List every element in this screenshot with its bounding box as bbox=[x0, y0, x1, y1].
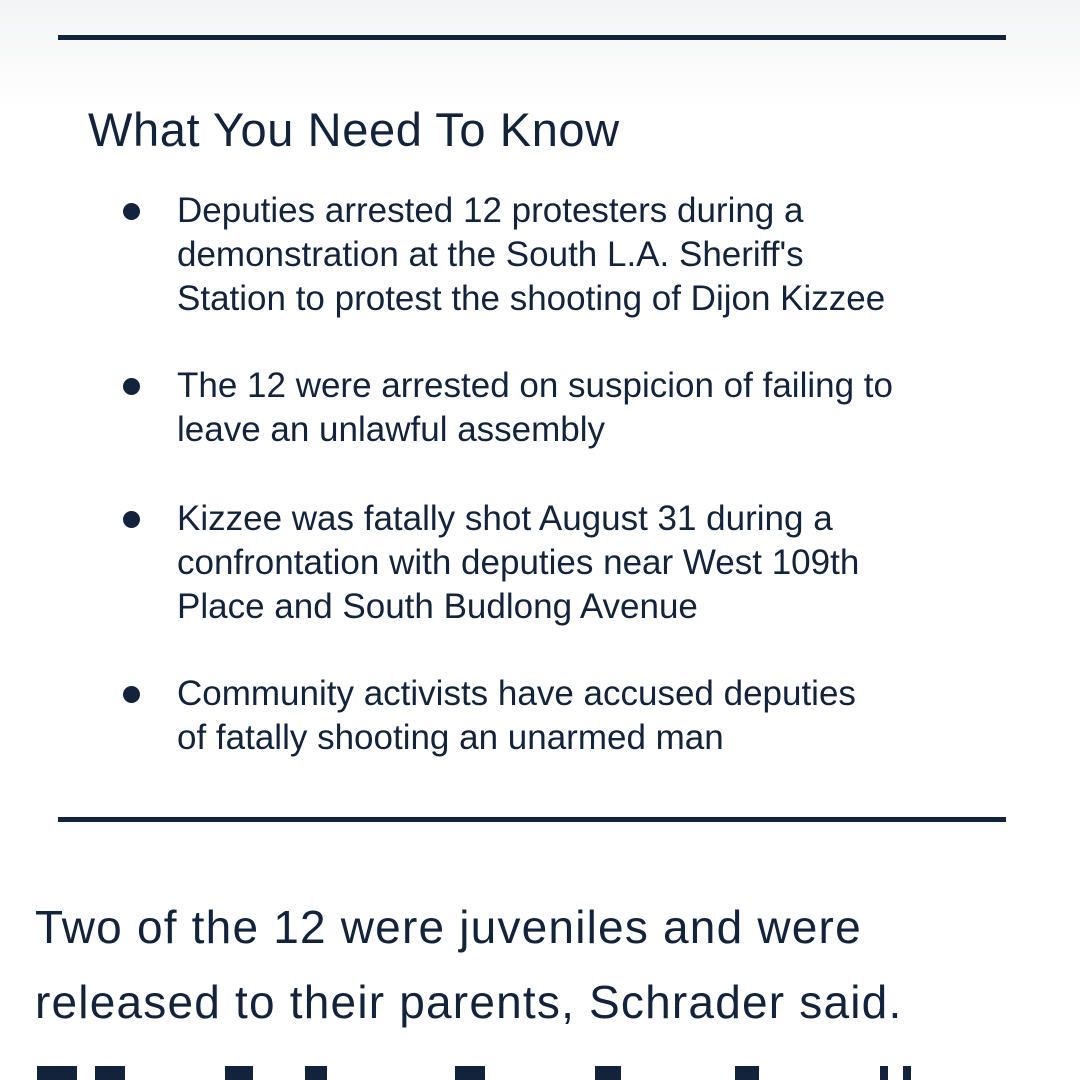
section-heading: What You Need To Know bbox=[88, 103, 620, 156]
text-line: Place and South Budlong Avenue bbox=[177, 587, 698, 626]
truncated-next-line bbox=[35, 1052, 1075, 1080]
cut-glyph bbox=[37, 1066, 77, 1080]
text-line: Community activists have accused deputies bbox=[177, 674, 856, 713]
cut-glyph bbox=[735, 1066, 759, 1080]
list-item-text bbox=[177, 672, 1037, 760]
cut-glyph bbox=[95, 1066, 125, 1080]
cut-glyph bbox=[305, 1066, 327, 1080]
text-line: demonstration at the South L.A. Sheriff's bbox=[177, 235, 804, 274]
list-item-text bbox=[177, 364, 1037, 452]
bottom-divider bbox=[58, 817, 1006, 822]
cut-glyph bbox=[225, 1066, 253, 1080]
cut-glyph bbox=[455, 1066, 485, 1080]
text-line: Kizzee was fatally shot August 31 during a bbox=[177, 499, 833, 538]
top-divider bbox=[58, 35, 1006, 40]
top-background bbox=[0, 0, 1080, 110]
cut-glyph bbox=[903, 1066, 911, 1080]
text-line: of fatally shooting an unarmed man bbox=[177, 718, 724, 757]
bullet-dot-icon bbox=[123, 511, 140, 528]
bullet-dot-icon bbox=[123, 378, 140, 395]
text-line: released to their parents, Schrader said. bbox=[35, 976, 903, 1028]
cut-glyph bbox=[880, 1066, 888, 1080]
body-paragraph bbox=[35, 890, 1075, 1040]
text-line: Deputies arrested 12 protesters during a bbox=[177, 191, 804, 230]
text-line: The 12 were arrested on suspicion of failing to bbox=[177, 366, 893, 405]
bullet-dot-icon bbox=[123, 686, 140, 703]
text-line: confrontation with deputies near West 109th bbox=[177, 543, 860, 582]
text-line: leave an unlawful assembly bbox=[177, 410, 606, 449]
cut-glyph bbox=[595, 1066, 621, 1080]
text-line: Station to protest the shooting of Dijon Kizzee bbox=[177, 279, 886, 318]
text-line: Two of the 12 were juveniles and were bbox=[35, 901, 862, 953]
bullet-dot-icon bbox=[123, 203, 140, 220]
list-item-text bbox=[177, 497, 1037, 629]
list-item-text bbox=[177, 189, 1037, 321]
